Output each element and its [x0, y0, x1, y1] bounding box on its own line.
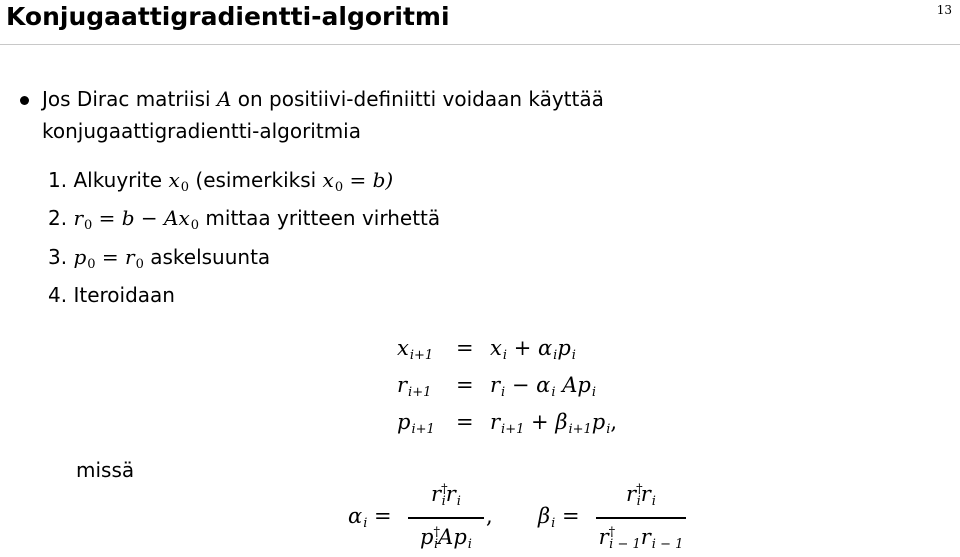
bullet-icon — [20, 96, 29, 105]
page-number: 13 — [936, 3, 952, 17]
step-3: 3. $p_0 = r_0$ askelsuunta — [48, 245, 271, 272]
intro-line-1: Jos Dirac matriisi A on positiivi-definiitti voidaan käyttää — [42, 87, 604, 111]
intro-line-2: konjugaattigradientti-algoritmia — [42, 119, 361, 143]
equation-x-update: $x_{i+1}$ = $x_i + \alpha_ip_i$ — [397, 336, 576, 363]
where-label: missä — [76, 458, 135, 482]
alpha-definition: $\alpha_i$ = $r^\dagger_ir_i$ $p^\dagger_iAp_i$ , — [348, 482, 493, 552]
header-divider — [0, 44, 960, 45]
step-1: 1. Alkuyrite $x_0$ (esimerkiksi $x_0 = b$) — [48, 168, 394, 195]
step-4: 4. Iteroidaan — [48, 283, 175, 307]
equation-r-update: $r_{i+1}$ = $r_i - \alpha_i$ $Ap_i$ — [397, 373, 596, 400]
beta-definition: $\beta_i$ = $r^\dagger_ir_i$ $r^\dagger_{i - 1}r_{i - 1}$ — [538, 480, 698, 557]
slide-title: Konjugaattigradientti-algoritmi — [6, 2, 450, 31]
step-2: 2. $r_0 = b - Ax_0$ mittaa yritteen virhettä — [48, 206, 441, 233]
equation-p-update: $p_{i+1}$ = $r_{i+1} + \beta_{i+1}p_i$, — [397, 410, 618, 437]
